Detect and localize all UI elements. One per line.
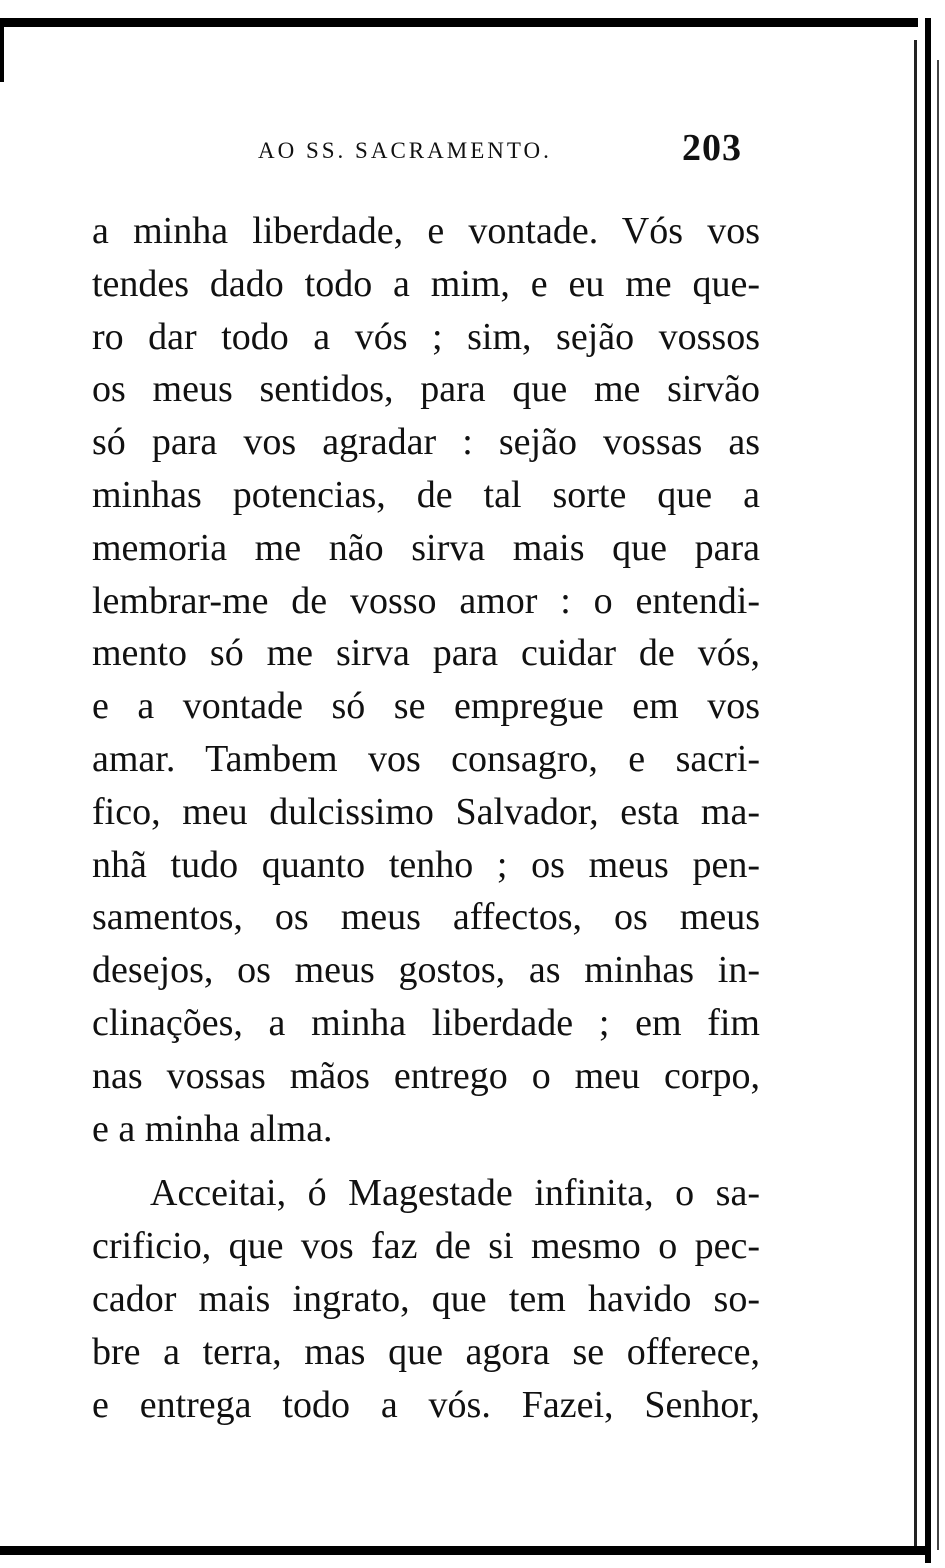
running-title: AO SS. SACRAMENTO. — [258, 138, 552, 163]
paragraph-gap — [92, 1155, 760, 1167]
text-line: e a minha alma. — [92, 1107, 333, 1150]
text-line: desejos, os meus gostos, as minhas in- — [92, 949, 760, 992]
text-line: mento só me sirva para cuidar de vós, — [92, 632, 760, 675]
paragraph — [92, 1167, 760, 1431]
text-line: lembrar-me de vosso amor : o entendi- — [92, 579, 760, 622]
page-border-right — [925, 18, 931, 1563]
text-line: amar. Tambem vos consagro, e sacri- — [92, 737, 760, 780]
text-line: nhã tudo quanto tenho ; os meus pen- — [92, 843, 760, 886]
page-number: 203 — [682, 127, 742, 169]
page-border-bottom — [0, 1546, 925, 1555]
text-line: só para vos agradar : sejão vossas as — [92, 421, 760, 464]
text-line: memoria me não sirva mais que para — [92, 526, 760, 569]
page-border-top — [0, 18, 918, 27]
page-border-right-inner — [914, 40, 917, 1550]
text-line: e a vontade só se empregue em vos — [92, 685, 760, 728]
text-line: clinações, a minha liberdade ; em fim — [92, 1001, 760, 1044]
paragraph — [92, 205, 760, 1155]
text-line: fico, meu dulcissimo Salvador, esta ma- — [92, 790, 760, 833]
text-line: a minha liberdade, e vontade. Vós vos — [92, 210, 760, 252]
text-line: e entrega todo a vós. Fazei, Senhor, — [92, 1383, 760, 1426]
text-line: crificio, que vos faz de si mesmo o pec- — [92, 1225, 760, 1268]
running-head — [258, 127, 768, 174]
page-border-left — [0, 22, 4, 82]
text-line: cador mais ingrato, que tem havido so- — [92, 1277, 760, 1320]
body-text — [92, 205, 760, 1431]
text-line: Acceitai, ó Magestade infinita, o sa- — [150, 1172, 760, 1215]
text-line: bre a terra, mas que agora se offerece, — [92, 1330, 760, 1373]
text-line: nas vossas mãos entrego o meu corpo, — [92, 1054, 760, 1097]
text-line: samentos, os meus affectos, os meus — [92, 896, 760, 939]
text-line: os meus sentidos, para que me sirvão — [92, 368, 760, 411]
page-edge — [937, 60, 939, 1550]
text-line: tendes dado todo a mim, e eu me que- — [92, 262, 760, 305]
text-line: minhas potencias, de tal sorte que a — [92, 473, 760, 516]
text-line: ro dar todo a vós ; sim, sejão vossos — [92, 315, 760, 358]
